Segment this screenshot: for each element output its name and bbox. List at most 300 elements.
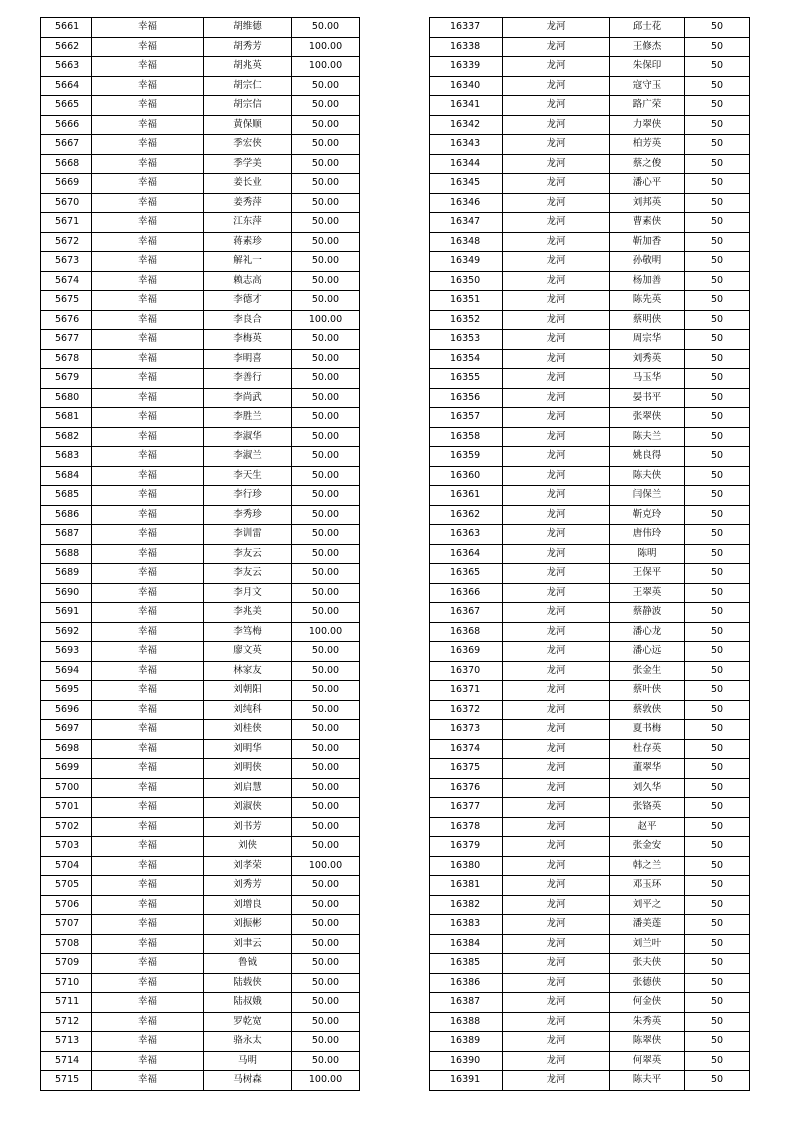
table-row [430,915,750,935]
amount-cell: 50.00 [292,973,360,993]
name-cell: 何金侠 [610,993,685,1013]
amount-cell: 100.00 [292,57,360,77]
table-row [430,486,750,506]
village-cell: 幸福 [92,915,204,935]
table-row [430,330,750,350]
name-cell: 林家友 [204,661,292,681]
table-row [430,1012,750,1032]
table-row [430,895,750,915]
amount-cell: 50.00 [292,1012,360,1032]
row-id-cell: 5700 [41,778,92,798]
table-row [430,135,750,155]
name-cell: 曹素侠 [610,213,685,233]
amount-cell: 50 [685,115,750,135]
table-row [41,1051,360,1071]
row-id-cell: 5675 [41,291,92,311]
row-id-cell: 5661 [41,18,92,38]
amount-cell: 50 [685,174,750,194]
table-row [430,720,750,740]
amount-cell: 50.00 [292,895,360,915]
amount-cell: 50.00 [292,174,360,194]
name-cell: 江东萍 [204,213,292,233]
amount-cell: 50.00 [292,681,360,701]
amount-cell: 50 [685,876,750,896]
name-cell: 朱保印 [610,57,685,77]
village-cell: 幸福 [92,856,204,876]
amount-cell: 50 [685,76,750,96]
name-cell: 李天生 [204,466,292,486]
row-id-cell: 16360 [430,466,503,486]
row-id-cell: 5693 [41,642,92,662]
village-cell: 龙河 [503,973,610,993]
amount-cell: 50 [685,369,750,389]
table-row [41,330,360,350]
table-row [41,18,360,38]
village-cell: 龙河 [503,720,610,740]
left-table-body [41,18,360,1091]
village-cell: 幸福 [92,330,204,350]
amount-cell: 50 [685,720,750,740]
village-cell: 幸福 [92,1051,204,1071]
name-cell: 刘增良 [204,895,292,915]
row-id-cell: 5688 [41,544,92,564]
amount-cell: 50 [685,973,750,993]
amount-cell: 50 [685,310,750,330]
row-id-cell: 5684 [41,466,92,486]
table-row [41,583,360,603]
name-cell: 杨加善 [610,271,685,291]
amount-cell: 50 [685,96,750,116]
name-cell: 张铬英 [610,798,685,818]
amount-cell: 50 [685,856,750,876]
village-cell: 幸福 [92,720,204,740]
amount-cell: 50.00 [292,778,360,798]
table-row [41,291,360,311]
name-cell: 李友云 [204,564,292,584]
row-id-cell: 16367 [430,603,503,623]
row-id-cell: 5696 [41,700,92,720]
table-row [41,525,360,545]
village-cell: 龙河 [503,505,610,525]
name-cell: 蒋素珍 [204,232,292,252]
row-id-cell: 16379 [430,837,503,857]
village-cell: 幸福 [92,778,204,798]
amount-cell: 50 [685,505,750,525]
table-row [430,252,750,272]
name-cell: 李友云 [204,544,292,564]
name-cell: 刘邦英 [610,193,685,213]
amount-cell: 50 [685,447,750,467]
village-cell: 幸福 [92,681,204,701]
left-table [40,17,360,1091]
name-cell: 王保平 [610,564,685,584]
table-row [430,76,750,96]
row-id-cell: 16356 [430,388,503,408]
village-cell: 幸福 [92,154,204,174]
row-id-cell: 5692 [41,622,92,642]
table-row [41,603,360,623]
row-id-cell: 5714 [41,1051,92,1071]
name-cell: 廖文英 [204,642,292,662]
table-row [430,798,750,818]
row-id-cell: 16358 [430,427,503,447]
row-id-cell: 5674 [41,271,92,291]
village-cell: 幸福 [92,18,204,38]
village-cell: 幸福 [92,57,204,77]
table-row [41,57,360,77]
amount-cell: 50 [685,18,750,38]
village-cell: 幸福 [92,408,204,428]
row-id-cell: 5672 [41,232,92,252]
row-id-cell: 16377 [430,798,503,818]
village-cell: 龙河 [503,18,610,38]
table-row [41,154,360,174]
amount-cell: 50.00 [292,583,360,603]
village-cell: 龙河 [503,1032,610,1052]
table-row [430,154,750,174]
amount-cell: 50 [685,57,750,77]
name-cell: 李行珍 [204,486,292,506]
table-row [41,135,360,155]
table-row [41,798,360,818]
table-row [41,759,360,779]
amount-cell: 50.00 [292,642,360,662]
name-cell: 潘心远 [610,642,685,662]
name-cell: 陆载侠 [204,973,292,993]
amount-cell: 50.00 [292,817,360,837]
name-cell: 刘书芳 [204,817,292,837]
amount-cell: 50.00 [292,525,360,545]
name-cell: 李明喜 [204,349,292,369]
name-cell: 陆叔娥 [204,993,292,1013]
amount-cell: 100.00 [292,37,360,57]
amount-cell: 50.00 [292,427,360,447]
table-row [430,837,750,857]
table-row [430,193,750,213]
name-cell: 刘明侠 [204,759,292,779]
name-cell: 马明 [204,1051,292,1071]
amount-cell: 100.00 [292,856,360,876]
name-cell: 张翠侠 [610,408,685,428]
row-id-cell: 16354 [430,349,503,369]
name-cell: 胡宗信 [204,96,292,116]
name-cell: 张金安 [610,837,685,857]
amount-cell: 50 [685,466,750,486]
village-cell: 幸福 [92,583,204,603]
village-cell: 龙河 [503,57,610,77]
village-cell: 幸福 [92,37,204,57]
amount-cell: 50.00 [292,661,360,681]
village-cell: 龙河 [503,427,610,447]
table-row [430,856,750,876]
table-row [430,564,750,584]
table-row [41,973,360,993]
amount-cell: 50 [685,934,750,954]
village-cell: 龙河 [503,895,610,915]
row-id-cell: 16350 [430,271,503,291]
row-id-cell: 5679 [41,369,92,389]
name-cell: 韩之兰 [610,856,685,876]
amount-cell: 50 [685,1012,750,1032]
row-id-cell: 16340 [430,76,503,96]
amount-cell: 50.00 [292,837,360,857]
village-cell: 幸福 [92,76,204,96]
name-cell: 罗乾宽 [204,1012,292,1032]
village-cell: 龙河 [503,115,610,135]
name-cell: 刘朝阳 [204,681,292,701]
row-id-cell: 5691 [41,603,92,623]
table-row [41,564,360,584]
amount-cell: 50.00 [292,915,360,935]
amount-cell: 50 [685,252,750,272]
row-id-cell: 16345 [430,174,503,194]
row-id-cell: 16339 [430,57,503,77]
name-cell: 力翠侠 [610,115,685,135]
row-id-cell: 5689 [41,564,92,584]
village-cell: 幸福 [92,661,204,681]
row-id-cell: 5676 [41,310,92,330]
amount-cell: 50 [685,895,750,915]
name-cell: 刘振彬 [204,915,292,935]
village-cell: 幸福 [92,739,204,759]
village-cell: 幸福 [92,174,204,194]
row-id-cell: 16384 [430,934,503,954]
village-cell: 幸福 [92,973,204,993]
row-id-cell: 16390 [430,1051,503,1071]
table-row [430,759,750,779]
name-cell: 季学美 [204,154,292,174]
name-cell: 柏芳英 [610,135,685,155]
row-id-cell: 16348 [430,232,503,252]
name-cell: 邓玉环 [610,876,685,896]
row-id-cell: 16372 [430,700,503,720]
row-id-cell: 16343 [430,135,503,155]
village-cell: 龙河 [503,856,610,876]
table-row [430,993,750,1013]
name-cell: 蔡叶侠 [610,681,685,701]
amount-cell: 50.00 [292,232,360,252]
amount-cell: 50 [685,954,750,974]
amount-cell: 50 [685,193,750,213]
row-id-cell: 5710 [41,973,92,993]
table-row [430,778,750,798]
amount-cell: 50 [685,700,750,720]
amount-cell: 50 [685,544,750,564]
row-id-cell: 5681 [41,408,92,428]
table-row [430,739,750,759]
amount-cell: 50 [685,330,750,350]
amount-cell: 50.00 [292,115,360,135]
table-row [41,544,360,564]
row-id-cell: 16369 [430,642,503,662]
village-cell: 幸福 [92,798,204,818]
table-row [430,447,750,467]
amount-cell: 50 [685,993,750,1013]
name-cell: 李德才 [204,291,292,311]
table-row [41,622,360,642]
name-cell: 胡兆英 [204,57,292,77]
amount-cell: 50 [685,388,750,408]
table-row [41,232,360,252]
village-cell: 龙河 [503,388,610,408]
row-id-cell: 16380 [430,856,503,876]
row-id-cell: 5701 [41,798,92,818]
amount-cell: 50.00 [292,544,360,564]
table-row [41,174,360,194]
name-cell: 鲁钺 [204,954,292,974]
village-cell: 龙河 [503,876,610,896]
row-id-cell: 5698 [41,739,92,759]
row-id-cell: 5677 [41,330,92,350]
village-cell: 幸福 [92,369,204,389]
village-cell: 龙河 [503,642,610,662]
table-row [41,369,360,389]
table-row [430,369,750,389]
village-cell: 龙河 [503,915,610,935]
row-id-cell: 16364 [430,544,503,564]
name-cell: 夏书梅 [610,720,685,740]
table-row [430,57,750,77]
table-row [430,96,750,116]
village-cell: 幸福 [92,388,204,408]
village-cell: 龙河 [503,349,610,369]
village-cell: 龙河 [503,525,610,545]
village-cell: 幸福 [92,447,204,467]
name-cell: 刘启慧 [204,778,292,798]
amount-cell: 50.00 [292,603,360,623]
village-cell: 龙河 [503,37,610,57]
village-cell: 龙河 [503,466,610,486]
row-id-cell: 5697 [41,720,92,740]
name-cell: 刘秀芳 [204,876,292,896]
name-cell: 李月文 [204,583,292,603]
row-id-cell: 16370 [430,661,503,681]
name-cell: 李笃梅 [204,622,292,642]
amount-cell: 50 [685,778,750,798]
name-cell: 王翠英 [610,583,685,603]
name-cell: 蔡明侠 [610,310,685,330]
row-id-cell: 16378 [430,817,503,837]
name-cell: 陈夫兰 [610,427,685,447]
amount-cell: 50.00 [292,388,360,408]
name-cell: 季宏侠 [204,135,292,155]
amount-cell: 50.00 [292,486,360,506]
row-id-cell: 5673 [41,252,92,272]
name-cell: 刘桂侠 [204,720,292,740]
village-cell: 幸福 [92,291,204,311]
village-cell: 龙河 [503,603,610,623]
amount-cell: 50.00 [292,1051,360,1071]
row-id-cell: 5670 [41,193,92,213]
village-cell: 龙河 [503,447,610,467]
name-cell: 孙敬明 [610,252,685,272]
table-row [41,993,360,1013]
table-row [430,213,750,233]
village-cell: 龙河 [503,408,610,428]
name-cell: 陈夫侠 [610,466,685,486]
village-cell: 龙河 [503,76,610,96]
table-row [41,115,360,135]
amount-cell: 50.00 [292,954,360,974]
village-cell: 龙河 [503,622,610,642]
row-id-cell: 5715 [41,1071,92,1091]
row-id-cell: 16349 [430,252,503,272]
row-id-cell: 16351 [430,291,503,311]
table-row [430,408,750,428]
name-cell: 陈夫平 [610,1071,685,1091]
row-id-cell: 16353 [430,330,503,350]
table-row [41,349,360,369]
row-id-cell: 5703 [41,837,92,857]
table-row [430,817,750,837]
village-cell: 龙河 [503,798,610,818]
village-cell: 幸福 [92,486,204,506]
row-id-cell: 5702 [41,817,92,837]
village-cell: 龙河 [503,564,610,584]
row-id-cell: 5713 [41,1032,92,1052]
village-cell: 龙河 [503,96,610,116]
village-cell: 龙河 [503,232,610,252]
table-row [41,271,360,291]
village-cell: 龙河 [503,369,610,389]
table-row [41,447,360,467]
name-cell: 骆永太 [204,1032,292,1052]
row-id-cell: 16388 [430,1012,503,1032]
name-cell: 王修杰 [610,37,685,57]
name-cell: 李秀珍 [204,505,292,525]
name-cell: 胡宗仁 [204,76,292,96]
amount-cell: 50 [685,291,750,311]
amount-cell: 100.00 [292,622,360,642]
row-id-cell: 5682 [41,427,92,447]
amount-cell: 50 [685,271,750,291]
amount-cell: 50.00 [292,135,360,155]
table-row [430,544,750,564]
row-id-cell: 16371 [430,681,503,701]
name-cell: 刘纯科 [204,700,292,720]
row-id-cell: 5686 [41,505,92,525]
village-cell: 龙河 [503,739,610,759]
amount-cell: 50 [685,837,750,857]
table-row [41,837,360,857]
name-cell: 李兆美 [204,603,292,623]
table-row [41,427,360,447]
name-cell: 邱士花 [610,18,685,38]
name-cell: 靳加香 [610,232,685,252]
village-cell: 幸福 [92,271,204,291]
table-row [41,856,360,876]
village-cell: 龙河 [503,544,610,564]
name-cell: 李尚武 [204,388,292,408]
amount-cell: 50 [685,213,750,233]
table-row [41,76,360,96]
row-id-cell: 16391 [430,1071,503,1091]
amount-cell: 50 [685,486,750,506]
amount-cell: 50 [685,1071,750,1091]
table-row [41,720,360,740]
name-cell: 刘侠 [204,837,292,857]
name-cell: 张德侠 [610,973,685,993]
village-cell: 幸福 [92,310,204,330]
row-id-cell: 5709 [41,954,92,974]
amount-cell: 50.00 [292,193,360,213]
row-id-cell: 16385 [430,954,503,974]
village-cell: 幸福 [92,642,204,662]
table-row [41,934,360,954]
amount-cell: 50.00 [292,739,360,759]
name-cell: 刘兰叶 [610,934,685,954]
name-cell: 姚良得 [610,447,685,467]
